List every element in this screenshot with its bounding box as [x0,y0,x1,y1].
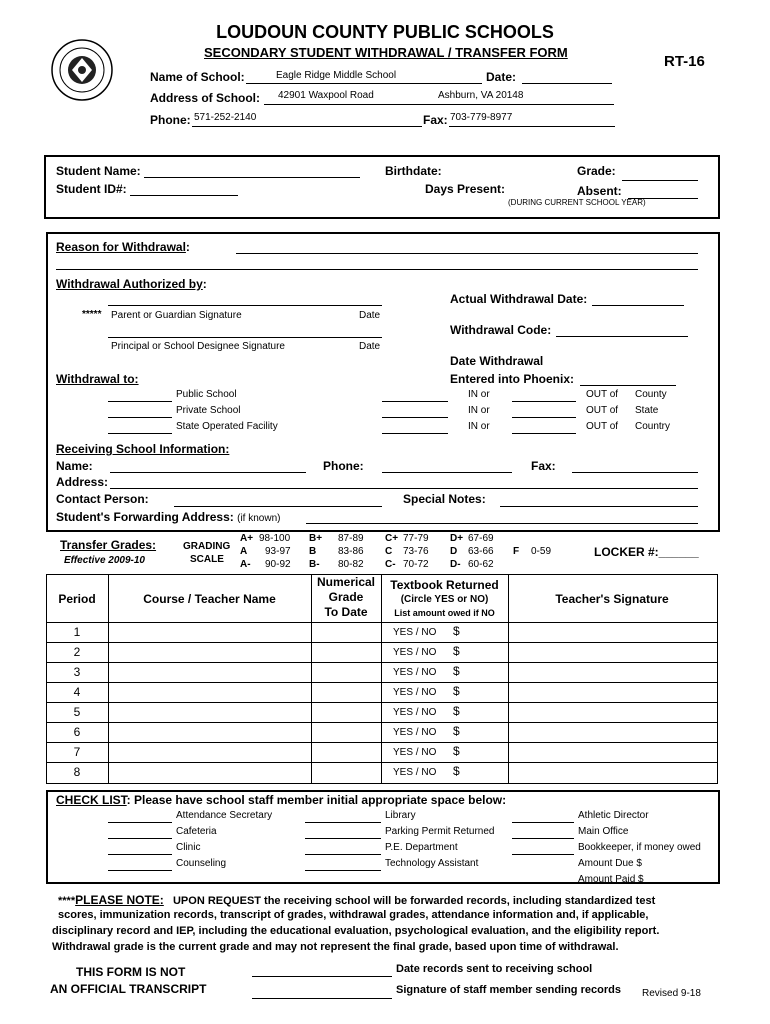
grading-label: GRADING [183,541,231,552]
special-notes-label: Special Notes: [403,492,486,506]
textbook-sub: (Circle YES or NO) [400,594,489,605]
address-line [264,104,614,105]
withdrawal-to-label: Withdrawal to: [56,372,139,386]
grade-range: 70-72 [403,559,429,570]
contact-person-label: Contact Person: [56,492,149,506]
in-or-3: IN or [468,421,490,432]
grade-range: 90-92 [265,559,291,570]
period-number: 3 [73,665,81,679]
check-attendance: Attendance Secretary [176,810,273,821]
receiving-fax-label: Fax: [531,459,556,473]
grade-letter: D+ [450,533,464,544]
in-line-2[interactable] [382,417,448,418]
out-line-1[interactable] [512,401,576,402]
entered-phoenix-label: Entered into Phoenix: [450,372,575,386]
period-number: 1 [73,625,81,639]
row-divider [46,642,718,643]
actual-date-label: Actual Withdrawal Date: [450,292,588,306]
check-line[interactable] [108,870,172,871]
row-divider [46,682,718,683]
name-of-school-value[interactable]: Eagle Ridge Middle School [276,70,397,81]
out-line-2[interactable] [512,417,576,418]
col-divider [381,574,382,784]
check-library: Library [385,810,416,821]
reason-line-1[interactable] [236,253,698,254]
receiving-address-label: Address: [56,475,109,489]
period-number: 2 [73,645,81,659]
checklist-title: CHECK LIST: Please have school staff member initial appropriate space below: [56,793,507,807]
out-line-3[interactable] [512,433,576,434]
phoenix-line[interactable] [580,385,676,386]
in-line-1[interactable] [382,401,448,402]
dollar-sign: $ [453,764,460,778]
transfer-grades-label: Transfer Grades: [60,538,157,552]
out-of-3: OUT of [586,421,619,432]
receiving-phone-label: Phone: [323,459,364,473]
period-number: 6 [73,725,81,739]
parent-signature-caption: Parent or Guardian Signature [111,310,242,321]
state-facility-option: State Operated Facility [176,421,278,432]
withdrawal-code-label: Withdrawal Code: [450,323,552,337]
check-pe: P.E. Department [385,842,458,853]
student-id-line[interactable] [130,195,238,196]
in-or-1: IN or [468,389,490,400]
private-school-option: Private School [176,405,241,416]
date-withdrawal-label: Date Withdrawal [450,354,544,368]
fax-value[interactable]: 703-779-8977 [450,112,513,123]
grade-range: 67-69 [468,533,494,544]
name-of-school-line [246,83,482,84]
stars: ***** [82,309,102,320]
date-line[interactable] [522,83,612,84]
check-line[interactable] [305,838,381,839]
revised-label: Revised 9-18 [642,988,701,999]
period-number: 8 [73,765,81,779]
grade-range-f: 0-59 [531,546,552,557]
principal-signature-caption: Principal or School Designee Signature [111,341,285,352]
row-divider [46,742,718,743]
absent-label: Absent: [577,184,622,198]
textbook-sub2: List amount owed if NO [394,608,495,618]
dollar-sign: $ [453,744,460,758]
date-sent-line[interactable] [252,976,392,977]
staff-signature-line[interactable] [252,998,392,999]
principal-date-caption: Date [359,341,381,352]
period-number: 5 [73,705,81,719]
yes-no-toggle[interactable]: YES / NO [393,707,437,718]
actual-date-line[interactable] [592,305,684,306]
row-divider [46,762,718,763]
grade-range: 87-89 [338,533,364,544]
out-of-2: OUT of [586,405,619,416]
textbook-header: Textbook Returned [390,578,499,592]
grade-letter: C- [385,559,396,570]
grade-line[interactable] [622,180,698,181]
table-header-divider [46,622,718,623]
date-sent-label: Date records sent to receiving school [396,963,593,975]
out-of-1: OUT of [586,389,619,400]
student-name-label: Student Name: [56,164,141,178]
student-id-label: Student ID#: [56,182,127,196]
name-of-school-label: Name of School: [150,70,245,84]
form-code: RT-16 [664,53,705,70]
dollar-sign: $ [453,724,460,738]
check-line[interactable] [305,870,381,871]
principal-signature-line[interactable] [108,337,382,338]
during-note: (DURING CURRENT SCHOOL YEAR) [508,198,646,207]
note-line-3: disciplinary record and IEP, including the educational evaluation, psychological evaluation, and the eligibility report. [52,925,660,937]
date-label: Date: [486,70,517,84]
grade-letter: D [450,546,458,557]
address-label: Address of School: [150,91,261,105]
not-official-2: AN OFFICIAL TRANSCRIPT [50,982,207,996]
grade-letter: B [309,546,317,557]
dollar-sign: $ [453,644,460,658]
check-cafeteria: Cafeteria [176,826,217,837]
grade-range: 80-82 [338,559,364,570]
receiving-address-line[interactable] [110,488,698,489]
check-main-office: Main Office [578,826,629,837]
scale-label: SCALE [190,554,224,565]
contact-person-line[interactable] [174,506,382,507]
check-line[interactable] [305,854,381,855]
grade-range: 98-100 [259,533,291,544]
locker-label[interactable]: LOCKER #:______ [594,545,699,559]
check-line[interactable] [108,838,172,839]
address-value[interactable]: 42901 Waxpool Road [278,90,374,101]
phone-value[interactable]: 571-252-2140 [194,112,257,123]
row-divider [46,722,718,723]
grade-range: 83-86 [338,546,364,557]
yes-no-toggle[interactable]: YES / NO [393,627,437,638]
grade-letter: A- [240,559,251,570]
check-line[interactable] [512,838,574,839]
receiving-fax-line[interactable] [572,472,698,473]
check-athletic: Athletic Director [578,810,649,821]
special-notes-line[interactable] [500,506,698,507]
grade-letter-f: F [513,546,520,557]
parent-date-caption: Date [359,310,381,321]
phone-label: Phone: [150,113,191,127]
forwarding-label: Student's Forwarding Address: (if known) [56,510,281,524]
check-line[interactable] [305,822,381,823]
fax-line [449,126,615,127]
check-line[interactable] [108,822,172,823]
dollar-sign: $ [453,664,460,678]
period-number: 4 [73,685,81,699]
grade-label: Grade: [577,164,616,178]
in-or-2: IN or [468,405,490,416]
check-counseling: Counseling [176,858,227,869]
dollar-sign: $ [453,624,460,638]
period-number: 7 [73,745,81,759]
forwarding-line[interactable] [306,523,698,524]
note-line-1: ****PLEASE NOTE: UPON REQUEST the receiving school will be forwarded records, including standardized test [58,893,656,907]
reason-label: Reason for Withdrawal: [56,240,190,254]
row-divider [46,662,718,663]
private-school-line[interactable] [108,417,172,418]
city-value[interactable]: Ashburn, VA 20148 [438,90,524,101]
check-parking: Parking Permit Returned [385,826,495,837]
grade-letter: A+ [240,533,254,544]
amount-due[interactable]: Amount Due $ [578,858,642,869]
check-line[interactable] [108,854,172,855]
check-clinic: Clinic [176,842,201,853]
reason-line-2[interactable] [56,269,698,270]
student-name-line[interactable] [144,177,360,178]
yes-no-toggle[interactable]: YES / NO [393,647,437,658]
yes-no-toggle[interactable]: YES / NO [393,687,437,698]
public-school-option: Public School [176,389,237,400]
state-facility-line[interactable] [108,433,172,434]
check-bookkeeper: Bookkeeper, if money owed [578,842,701,853]
note-line-4: Withdrawal grade is the current grade and may not represent the final grade, based upon time of withdrawal. [52,941,619,953]
numerical-header-2: Grade [328,590,364,604]
receiving-name-label: Name: [56,459,93,473]
yes-no-toggle[interactable]: YES / NO [393,767,437,778]
staff-signature-label: Signature of staff member sending records [396,984,621,996]
phone-line [192,126,422,127]
check-technology: Technology Assistant [385,858,479,869]
page-title: LOUDOUN COUNTY PUBLIC SCHOOLS [216,22,554,42]
grade-range: 73-76 [403,546,429,557]
row-divider [46,702,718,703]
amount-paid[interactable]: Amount Paid $ [578,874,644,885]
dollar-sign: $ [453,684,460,698]
check-line[interactable] [512,822,574,823]
receiving-title: Receiving School Information: [56,442,230,456]
receiving-name-line[interactable] [110,472,306,473]
region-country: Country [635,421,671,432]
note-line-2: scores, immunization records, transcript of grades, withdrawal grades, attendance information and, if applicable, [58,909,649,921]
yes-no-toggle[interactable]: YES / NO [393,727,437,738]
grade-range: 77-79 [403,533,429,544]
grade-range: 60-62 [468,559,494,570]
grade-letter: C+ [385,533,399,544]
form-subtitle: SECONDARY STUDENT WITHDRAWAL / TRANSFER FORM [204,45,568,60]
grade-letter: C [385,546,393,557]
grade-letter: A [240,546,248,557]
birthdate-label: Birthdate: [385,164,442,178]
not-official-1: THIS FORM IS NOT [76,965,186,979]
grade-range: 93-97 [265,546,291,557]
numerical-header-3: To Date [324,605,368,619]
grade-letter: B- [309,559,320,570]
days-present-label: Days Present: [425,182,506,196]
in-line-3[interactable] [382,433,448,434]
effective-label: Effective 2009-10 [64,555,145,566]
yes-no-toggle[interactable]: YES / NO [393,667,437,678]
course-header: Course / Teacher Name [143,592,276,606]
school-seal-logo [50,38,114,102]
yes-no-toggle[interactable]: YES / NO [393,747,437,758]
region-state: State [635,405,659,416]
withdrawal-code-line[interactable] [556,336,688,337]
receiving-phone-line[interactable] [382,472,512,473]
grade-letter: D- [450,559,461,570]
authorized-label: Withdrawal Authorized by: [56,277,207,291]
fax-label: Fax: [423,113,448,127]
parent-signature-line[interactable] [108,305,382,306]
grade-letter: B+ [309,533,323,544]
grade-range: 63-66 [468,546,494,557]
check-line[interactable] [512,854,574,855]
period-header: Period [58,592,96,606]
region-county: County [635,389,667,400]
teacher-signature-header: Teacher's Signature [555,592,669,606]
dollar-sign: $ [453,704,460,718]
numerical-header-1: Numerical [316,575,376,589]
public-school-line[interactable] [108,401,172,402]
